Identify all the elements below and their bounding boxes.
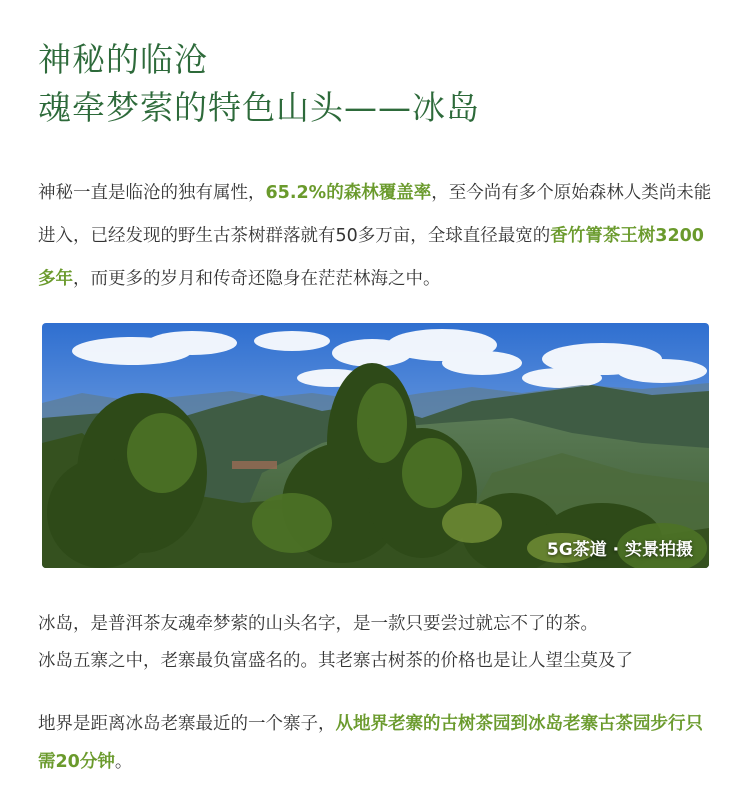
walking-time-highlight: 从地界老寨的古树茶园到冰岛老寨古茶园步行只需20分钟	[38, 714, 703, 772]
body-paragraph-3	[38, 705, 720, 781]
intro-text-a: 神秘一直是临沧的独有属性，	[38, 183, 266, 203]
intro-paragraph	[38, 172, 720, 301]
body-line-2: 冰岛五寨之中，老寨最负富盛名的。其老寨古树茶的价格也是让人望尘莫及了	[38, 651, 633, 671]
landscape-illustration	[42, 323, 709, 568]
distant-house	[232, 461, 277, 469]
photo-caption: 5G茶道 · 实景拍摄	[546, 540, 693, 560]
tea-king-highlight: 香竹箐茶王树3200多年	[38, 226, 704, 289]
forest-coverage-highlight: 65.2%的森林覆盖率	[265, 183, 432, 203]
title-line-2: 魂牵梦萦的特色山头——冰岛	[38, 88, 480, 127]
intro-text-c: ，而更多的岁月和传奇还隐身在茫茫林海之中。	[73, 269, 441, 289]
landscape-photo	[42, 323, 709, 568]
title-line-1: 神秘的临沧	[38, 40, 208, 79]
intro-text-b: ，至今尚有多个原始森林人类尚未能进入，已经发现的野生古茶树群落就有50多万亩，全球直径最宽的	[38, 183, 712, 246]
body-line-1: 冰岛，是普洱茶友魂牵梦萦的山头名字，是一款只要尝过就忘不了的茶。	[38, 614, 598, 634]
body-line-3-text: 地界是距离冰岛老寨最近的一个寨子，	[38, 714, 336, 734]
body-line-3-end: 。	[114, 752, 133, 772]
page-title	[38, 36, 480, 132]
